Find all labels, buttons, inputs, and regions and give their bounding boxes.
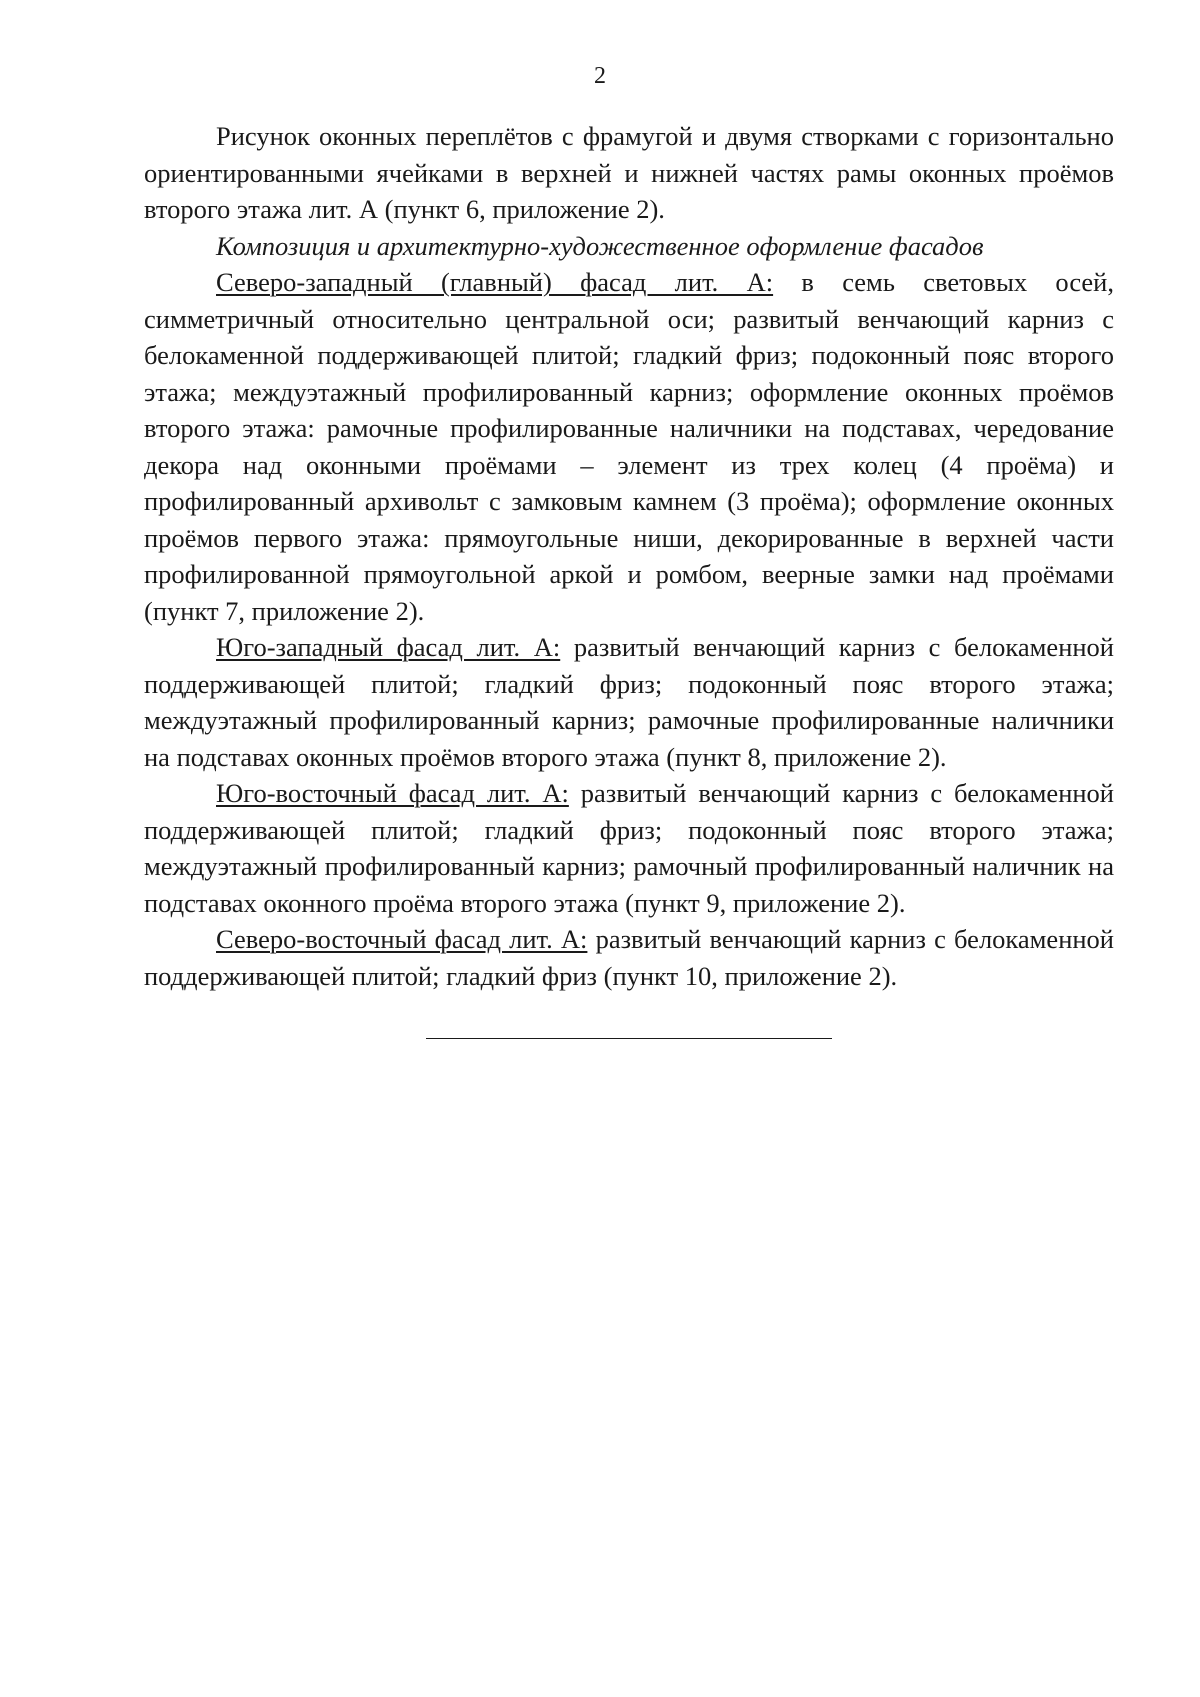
northeast-facade-text: развитый венчающий карниз с белокаменной поддерживающей плитой; гладкий фриз (пункт 10, приложение 2). [144,924,1114,991]
northwest-facade-label: Северо-западный (главный) фасад лит. А: [216,267,774,297]
southeast-facade-label: Юго-восточный фасад лит. А: [216,778,569,808]
paragraph-southwest-facade [144,629,1114,775]
southwest-facade-label: Юго-западный фасад лит. А: [216,632,561,662]
paragraph-northwest-facade [144,264,1114,629]
southwest-facade-text: развитый венчающий карниз с белокаменной поддерживающей плитой; гладкий фриз; подоконный пояс второго этажа; междуэтажный профилированный карниз; рамочные профилированные наличники на подставах оконных проёмов второго этажа (пункт 8, приложение 2). [144,632,1114,772]
page-number: 2 [594,63,606,89]
paragraph-southeast-facade [144,775,1114,921]
northwest-facade-text: в семь световых осей, симметричный относительно центральной оси; развитый венчающий карниз с белокаменной поддерживающей плитой; гладкий фриз; подоконный пояс второго этажа; междуэтажный профилированный карниз; оформление оконных проёмов второго этажа: рамочные профилированные наличники на подставах, чередование декора над оконными проёмами – элемент из трех колец (4 проёма) и профилированный архивольт с замковым камнем (3 проёма); оформление оконных проёмов первого этажа: прямоугольные ниши, декорированные в верхней части профилированной прямоугольной аркой и ромбом, веерные замки над проёмами (пункт 7, приложение 2). [144,267,1114,626]
end-divider-line [426,1038,832,1039]
section-heading: Композиция и архитектурно-художественное оформление фасадов [216,230,984,261]
paragraph-northeast-facade [144,921,1114,994]
document-body [144,118,1114,1039]
northeast-facade-label: Северо-восточный фасад лит. А: [216,924,588,954]
southeast-facade-text: развитый венчающий карниз с белокаменной поддерживающей плитой; гладкий фриз; подоконный пояс второго этажа; междуэтажный профилированный карниз; рамочный профилированный наличник на подставах оконного проёма второго этажа (пункт 9, приложение 2). [144,778,1114,918]
paragraph-window-frames: Рисунок оконных переплётов с фрамугой и двумя створками с горизонтально ориентированными ячейками в верхней и нижней частях рамы оконных проёмов второго этажа лит. А (пункт 6, приложение 2). [144,121,1114,224]
